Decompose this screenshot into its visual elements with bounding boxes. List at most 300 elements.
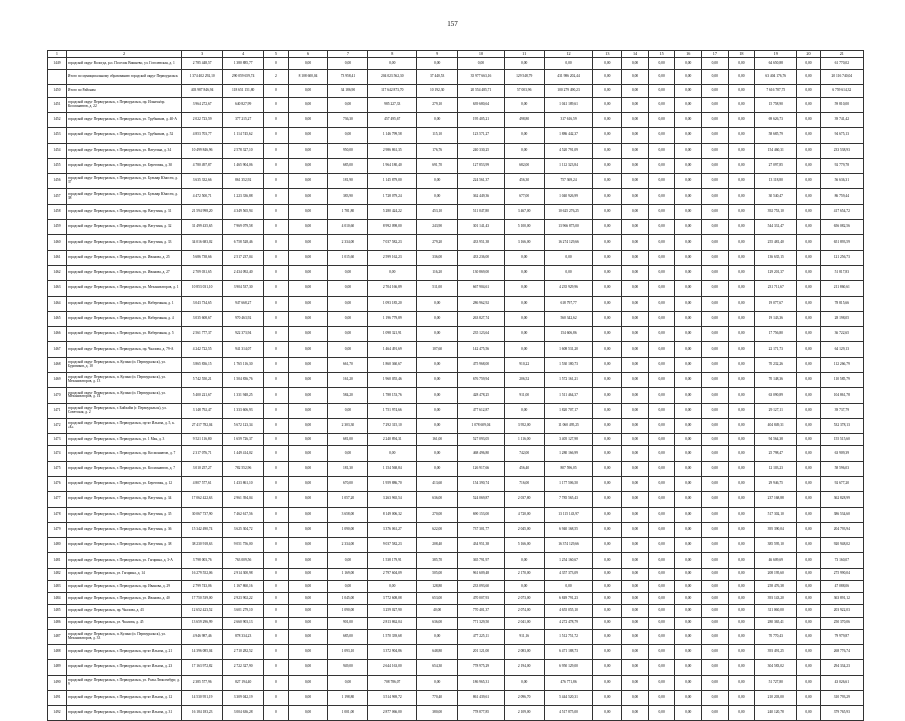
value-cell: 0,00 xyxy=(702,189,729,204)
value-cell: 5 400 221,67 xyxy=(182,388,223,403)
value-cell: 0,00 xyxy=(288,617,328,629)
value-cell: 20 554 485,71 xyxy=(458,85,505,97)
value-cell: 0,00 xyxy=(622,434,649,446)
value-cell: 110 585,79 xyxy=(820,373,863,388)
value-cell: 290 059 659,74 xyxy=(223,70,264,85)
value-cell: 2 704 166,89 xyxy=(368,281,417,296)
row-number-cell: 1460 xyxy=(48,235,67,250)
row-number-cell: 1450 xyxy=(48,85,67,97)
value-cell: 0,00 xyxy=(417,174,458,189)
value-cell: 63 909,39 xyxy=(820,446,863,461)
value-cell: 0,00 xyxy=(728,296,755,311)
value-cell: 901,00 xyxy=(328,617,368,629)
value-cell: 0,00 xyxy=(728,158,755,173)
value-cell: 0,00 xyxy=(593,235,622,250)
value-cell: 0,00 xyxy=(593,553,622,568)
value-cell: 0,00 xyxy=(675,235,702,250)
table-row xyxy=(48,128,864,143)
value-cell: 1 196 779,89 xyxy=(368,311,417,326)
table-row xyxy=(48,327,864,342)
value-cell: 258 476,38 xyxy=(755,580,797,592)
value-cell: 0,00 xyxy=(675,645,702,660)
value-cell: 0,00 xyxy=(675,403,702,418)
table-row xyxy=(48,434,864,446)
column-number-cell: 18 xyxy=(728,51,755,58)
value-cell: 0,00 xyxy=(675,265,702,280)
value-cell: 0,00 xyxy=(288,568,328,580)
value-cell: 362 449,36 xyxy=(458,189,505,204)
value-cell: 0,00 xyxy=(288,189,328,204)
value-cell: 3 658,00 xyxy=(328,507,368,522)
value-cell: 237 168,88 xyxy=(755,492,797,507)
value-cell: 0,00 xyxy=(417,296,458,311)
value-cell: 35 977 663,16 xyxy=(458,70,505,85)
value-cell: 622,00 xyxy=(417,522,458,537)
value-cell: 128,80 xyxy=(417,580,458,592)
value-cell: 532 378,13 xyxy=(820,418,863,433)
value-cell: 393 143,20 xyxy=(755,593,797,605)
table-body xyxy=(48,58,864,721)
value-cell: 0,00 xyxy=(702,675,729,690)
value-cell: 0,00 xyxy=(702,492,729,507)
value-cell: 0,00 xyxy=(622,58,649,70)
value-cell: 0,00 xyxy=(328,553,368,568)
value-cell: 648,80 xyxy=(417,645,458,660)
row-number-cell: 1464 xyxy=(48,296,67,311)
value-cell: 0,00 xyxy=(504,580,544,592)
value-cell: 5 100,00 xyxy=(504,220,544,235)
table-header xyxy=(48,51,864,58)
value-cell: 0,00 xyxy=(797,204,820,219)
address-cell: городской округ Первоуральск, г. Первоуральск, ул. Береговая, д. 12 xyxy=(66,476,181,491)
value-cell: 15 342 490,74 xyxy=(182,522,223,537)
value-cell: 0,00 xyxy=(288,580,328,592)
address-cell: городской округ Первоуральск, г. Первоуральск, пр. Чкалова, д. 79-А xyxy=(66,342,181,357)
value-cell: 0,00 xyxy=(728,250,755,265)
value-cell: 0,00 xyxy=(288,675,328,690)
value-cell: 0,00 xyxy=(593,311,622,326)
value-cell: 0,00 xyxy=(593,660,622,675)
table-row xyxy=(48,97,864,112)
value-cell: 386 534,60 xyxy=(820,507,863,522)
value-cell: 691,70 xyxy=(417,158,458,173)
row-number-cell: 1479 xyxy=(48,522,67,537)
row-number-cell: 1482 xyxy=(48,568,67,580)
value-cell: 86 759,44 xyxy=(820,189,863,204)
value-cell: 1 608 531,20 xyxy=(544,342,593,357)
value-cell: 12 652 423,52 xyxy=(182,605,223,617)
value-cell: 2 073,00 xyxy=(504,593,544,605)
value-cell: 0,00 xyxy=(728,706,755,721)
value-cell: 51 817,83 xyxy=(820,265,863,280)
value-cell: 3 043 734,65 xyxy=(182,296,223,311)
value-cell: 544 331,47 xyxy=(755,220,797,235)
value-cell: 0,00 xyxy=(702,58,729,70)
value-cell: 64 129,13 xyxy=(820,342,863,357)
value-cell: 0,00 xyxy=(648,128,675,143)
value-cell: 0,00 xyxy=(797,418,820,433)
value-cell: 63 090,89 xyxy=(755,388,797,403)
value-cell: 79 979,87 xyxy=(820,629,863,644)
value-cell: 0,00 xyxy=(702,327,729,342)
value-cell: 2 561 777,37 xyxy=(182,327,223,342)
value-cell: 0,00 xyxy=(328,327,368,342)
value-cell: 922 373,94 xyxy=(223,327,264,342)
value-cell: 0,00 xyxy=(622,250,649,265)
value-cell: 0,00 xyxy=(702,143,729,158)
value-cell: 0,00 xyxy=(797,538,820,553)
value-cell: 1 464 491,69 xyxy=(368,342,417,357)
value-cell: 5 166,00 xyxy=(504,538,544,553)
value-cell: 417 654,72 xyxy=(820,204,863,219)
value-cell: 1 572 161,21 xyxy=(544,373,593,388)
value-cell: 1 112 323,84 xyxy=(544,158,593,173)
value-cell: 0,00 xyxy=(702,388,729,403)
value-cell: 0 xyxy=(264,675,288,690)
value-cell: 0,00 xyxy=(675,580,702,592)
value-cell: 716,00 xyxy=(504,476,544,491)
value-cell: 0,00 xyxy=(797,568,820,580)
value-cell: 6 471 188,73 xyxy=(544,645,593,660)
value-cell: 0,00 xyxy=(728,434,755,446)
column-number-cell: 11 xyxy=(504,51,544,58)
value-cell: 0,00 xyxy=(417,388,458,403)
value-cell: 0 xyxy=(264,580,288,592)
row-number-cell: 1477 xyxy=(48,492,67,507)
value-cell: 2 045,00 xyxy=(504,522,544,537)
value-cell: 14 396 085,04 xyxy=(182,645,223,660)
value-cell: 511 047,80 xyxy=(458,204,505,219)
table-row xyxy=(48,706,864,721)
value-cell: 618 797,77 xyxy=(544,296,593,311)
value-cell: 2 961 394,04 xyxy=(223,492,264,507)
row-number-cell: 1486 xyxy=(48,617,67,629)
value-cell: 0,00 xyxy=(675,143,702,158)
value-cell: 0,00 xyxy=(288,660,328,675)
value-cell: 910,22 xyxy=(504,357,544,372)
value-cell: 0,00 xyxy=(648,660,675,675)
value-cell: 0,00 xyxy=(797,507,820,522)
value-cell: 0,00 xyxy=(797,553,820,568)
value-cell: 878 334,23 xyxy=(223,629,264,644)
value-cell: 0 xyxy=(264,568,288,580)
value-cell: 1 530 180,73 xyxy=(544,357,593,372)
value-cell: 0,00 xyxy=(417,327,458,342)
value-cell: 0,00 xyxy=(288,690,328,705)
value-cell: 31 499 435,65 xyxy=(182,220,223,235)
value-cell: 920 948,02 xyxy=(820,538,863,553)
value-cell: 2 022 723,59 xyxy=(182,112,223,127)
value-cell: 0,00 xyxy=(593,128,622,143)
address-cell: городской округ Первоуральск, г. Первоуральск, пр-кт Ильича, д. 5, к. «Б» xyxy=(66,418,181,433)
value-cell: 0,00 xyxy=(797,446,820,461)
table-row xyxy=(48,143,864,158)
value-cell: 363 891,12 xyxy=(820,593,863,605)
table-row xyxy=(48,373,864,388)
address-cell: городской округ Первоуральск, г. Первоуральск, ул. Трубников, д. 40-А xyxy=(66,112,181,127)
value-cell: 0 xyxy=(264,645,288,660)
value-cell: 0 xyxy=(264,492,288,507)
value-cell: 0,00 xyxy=(797,645,820,660)
value-cell: 0,00 xyxy=(797,593,820,605)
table-row xyxy=(48,388,864,403)
value-cell: 0,00 xyxy=(728,568,755,580)
value-cell: 0,00 xyxy=(288,97,328,112)
address-cell: городской округ Первоуральск, г. Первоуральск, пр. Иванова, д. 29 xyxy=(66,580,181,592)
value-cell: 0,00 xyxy=(648,675,675,690)
value-cell: 17 163 972,82 xyxy=(182,660,223,675)
value-cell: 0,00 xyxy=(702,418,729,433)
row-number-cell: 1473 xyxy=(48,434,67,446)
table-row xyxy=(48,580,864,592)
value-cell: 4 235 929,96 xyxy=(544,281,593,296)
value-cell: 0,00 xyxy=(648,112,675,127)
address-cell: городской округ Первоуральск, г. Первоуральск, ул. Иванова, д. 40 xyxy=(66,593,181,605)
value-cell: 0,00 xyxy=(675,174,702,189)
value-cell: 112 266,79 xyxy=(820,357,863,372)
value-cell: 186 965,31 xyxy=(458,675,505,690)
column-number-cell: 16 xyxy=(675,51,702,58)
value-cell: 941 314,07 xyxy=(223,342,264,357)
value-cell: 0,00 xyxy=(368,580,417,592)
table-row xyxy=(48,112,864,127)
value-cell: 0,00 xyxy=(648,311,675,326)
value-cell: 0,00 xyxy=(622,418,649,433)
value-cell: 0,00 xyxy=(648,357,675,372)
table-row xyxy=(48,593,864,605)
value-cell: 0,00 xyxy=(797,112,820,127)
value-cell: 0,00 xyxy=(728,605,755,617)
value-cell: 29 127,11 xyxy=(755,403,797,418)
value-cell: 0,00 xyxy=(328,675,368,690)
table-row xyxy=(48,492,864,507)
value-cell: 2 722 327,90 xyxy=(223,660,264,675)
address-cell: городской округ Первоуральск, п. Кузино (п. Первоуральск), ул. Механизаторов, д. 33 xyxy=(66,629,181,644)
value-cell: 0,00 xyxy=(504,143,544,158)
value-cell: 640 827,99 xyxy=(223,97,264,112)
value-cell: 0,00 xyxy=(797,373,820,388)
row-number-cell: 1470 xyxy=(48,388,67,403)
value-cell: 778 975,29 xyxy=(458,660,505,675)
value-cell: 0,00 xyxy=(648,158,675,173)
value-cell: 2 517 237,04 xyxy=(223,250,264,265)
value-cell: 37 440,53 xyxy=(417,70,458,85)
value-cell: 0,00 xyxy=(593,250,622,265)
value-cell: 29 946,75 xyxy=(755,476,797,491)
value-cell: 0,00 xyxy=(593,342,622,357)
value-cell: 511,00 xyxy=(417,281,458,296)
value-cell: 195 405,21 xyxy=(458,112,505,127)
value-cell: 0 xyxy=(264,281,288,296)
value-cell: 51 727,80 xyxy=(755,675,797,690)
value-cell: 0,00 xyxy=(648,446,675,461)
value-cell: 428 478,25 xyxy=(458,388,505,403)
value-cell: 0,00 xyxy=(593,580,622,592)
value-cell: 0,00 xyxy=(288,538,328,553)
value-cell: 286 962,92 xyxy=(458,296,505,311)
value-cell: 0,00 xyxy=(288,629,328,644)
value-cell: 0,00 xyxy=(797,250,820,265)
value-cell: 0,00 xyxy=(622,476,649,491)
value-cell: 0,00 xyxy=(648,220,675,235)
address-cell: городской округ Первоуральск, г. Первоуральск, ул. Механизаторов, д. 1 xyxy=(66,281,181,296)
value-cell: 0,00 xyxy=(675,629,702,644)
value-cell: 0 xyxy=(264,58,288,70)
value-cell: 0,00 xyxy=(728,311,755,326)
value-cell: 38 230 918,63 xyxy=(182,538,223,553)
value-cell: 6 759 614,32 xyxy=(820,85,863,97)
address-cell: городской округ Первоуральск, г. Первоуральск, ул. Береговая, д. 30 xyxy=(66,158,181,173)
value-cell: 1 511 464,37 xyxy=(544,388,593,403)
value-cell: 5 444 520,31 xyxy=(544,690,593,705)
value-cell: 1 093 185,20 xyxy=(368,296,417,311)
value-cell: 0,00 xyxy=(648,388,675,403)
value-cell: 0,00 xyxy=(288,128,328,143)
value-cell: 0 xyxy=(264,265,288,280)
value-cell: 0,00 xyxy=(288,342,328,357)
value-cell: 0,00 xyxy=(675,58,702,70)
value-cell: 64 650,88 xyxy=(755,58,797,70)
value-cell: 0,00 xyxy=(728,675,755,690)
value-cell: 498,80 xyxy=(504,112,544,127)
value-cell: 0,00 xyxy=(797,605,820,617)
value-cell: 0,00 xyxy=(288,593,328,605)
value-cell: 3 601 279,10 xyxy=(223,605,264,617)
value-cell: 181,30 xyxy=(328,461,368,476)
value-cell: 8 108 600,04 xyxy=(288,70,328,85)
value-cell: 0,00 xyxy=(504,265,544,280)
value-cell: 0,00 xyxy=(797,220,820,235)
value-cell: 311 060,00 xyxy=(755,605,797,617)
table-row xyxy=(48,357,864,372)
row-number-cell: 1465 xyxy=(48,311,67,326)
value-cell: 0,00 xyxy=(702,476,729,491)
value-cell: 0,00 xyxy=(593,476,622,491)
value-cell: 0,00 xyxy=(328,403,368,418)
value-cell: 708 786,07 xyxy=(368,675,417,690)
value-cell: 0,00 xyxy=(797,174,820,189)
value-cell: 0,00 xyxy=(593,522,622,537)
value-cell: 0,00 xyxy=(702,311,729,326)
table-row xyxy=(48,85,864,97)
value-cell: 0,00 xyxy=(288,112,328,127)
value-cell: 0,00 xyxy=(288,403,328,418)
value-cell: 0,00 xyxy=(328,97,368,112)
value-cell: 0,00 xyxy=(728,265,755,280)
value-cell: 0,00 xyxy=(288,476,328,491)
value-cell: 0,00 xyxy=(702,580,729,592)
value-cell: 0,00 xyxy=(288,235,328,250)
value-cell: 203 922,03 xyxy=(820,605,863,617)
value-cell: 0,00 xyxy=(675,660,702,675)
value-cell: 181,90 xyxy=(328,174,368,189)
value-cell: 0,00 xyxy=(702,706,729,721)
value-cell: 0,00 xyxy=(728,112,755,127)
value-cell: 0,00 xyxy=(648,235,675,250)
address-cell: городской округ Первоуральск, г. Первоуральск, ул. Набережная, д. 5 xyxy=(66,327,181,342)
value-cell: 280 365,41 xyxy=(755,617,797,629)
value-cell: 0,00 xyxy=(288,605,328,617)
address-cell: городской округ Первоуральск, г. Первоуральск, пр. Ильича/пр. Космонавтов, д. 22 xyxy=(66,97,181,112)
value-cell: 661,70 xyxy=(328,357,368,372)
value-cell: 0,00 xyxy=(593,158,622,173)
value-cell: 9 037 582,23 xyxy=(368,538,417,553)
value-cell: 0,00 xyxy=(648,97,675,112)
row-number-cell: 1449 xyxy=(48,58,67,70)
value-cell: 3 263 965,54 xyxy=(368,492,417,507)
value-cell: 3 010 257,27 xyxy=(182,461,223,476)
value-cell: 34 016 683,02 xyxy=(182,235,223,250)
value-cell: 5 686 738,66 xyxy=(182,250,223,265)
value-cell: 0,00 xyxy=(648,418,675,433)
value-cell: 0,00 xyxy=(288,418,328,433)
value-cell: 676 759,94 xyxy=(458,373,505,388)
value-cell: 0,00 xyxy=(622,281,649,296)
value-cell: 0,00 xyxy=(648,522,675,537)
value-cell: 0,00 xyxy=(797,235,820,250)
value-cell: 1 765 116,30 xyxy=(223,357,264,372)
value-cell: 0,00 xyxy=(288,645,328,660)
value-cell: 2 096,70 xyxy=(504,690,544,705)
value-cell: 1 960 055,46 xyxy=(368,373,417,388)
value-cell: 2 710 282,52 xyxy=(223,645,264,660)
column-number-cell: 1 xyxy=(48,51,67,58)
row-number-cell: 1462 xyxy=(48,265,67,280)
address-cell: городской округ Первоуральск, ул. Гагарина, д. 14 xyxy=(66,568,181,580)
value-cell: 0,00 xyxy=(622,357,649,372)
value-cell: 154 460,31 xyxy=(755,143,797,158)
value-cell: 9 051 756,00 xyxy=(223,538,264,553)
value-cell: 911,16 xyxy=(504,629,544,644)
value-cell: 0,00 xyxy=(328,265,368,280)
value-cell: 0,00 xyxy=(622,373,649,388)
value-cell: 0,00 xyxy=(702,403,729,418)
value-cell: 3 372 904,86 xyxy=(368,645,417,660)
value-cell: 0,00 xyxy=(797,690,820,705)
value-cell: 0 xyxy=(264,296,288,311)
value-cell: 667 904,61 xyxy=(458,281,505,296)
value-cell: 0,00 xyxy=(675,522,702,537)
value-cell: 14 530 951,19 xyxy=(182,690,223,705)
value-cell: 255 481,40 xyxy=(755,235,797,250)
value-cell: 0,00 xyxy=(702,250,729,265)
value-cell: 1 333 606,93 xyxy=(223,403,264,418)
value-cell: 0,00 xyxy=(288,158,328,173)
value-cell: 1 959 886,70 xyxy=(368,476,417,491)
address-cell: городской округ Первоуральск, г. Первоуральск, пр. Ватутина, д. 32 xyxy=(66,220,181,235)
address-cell: городской округ Первоуральск, г. Первоуральск, ул. Бульвар Юности, д. 38 xyxy=(66,189,181,204)
row-number-cell: 1484 xyxy=(48,593,67,605)
value-cell: 0,00 xyxy=(622,97,649,112)
value-cell: 3 405 127,98 xyxy=(544,434,593,446)
value-cell: 0,00 xyxy=(702,174,729,189)
value-cell: 0,00 xyxy=(417,418,458,433)
value-cell: 0,00 xyxy=(622,342,649,357)
value-cell: 0,00 xyxy=(593,281,622,296)
value-cell: 0,00 xyxy=(593,434,622,446)
value-cell: 1 146 799,58 xyxy=(368,128,417,143)
value-cell: 70 148,36 xyxy=(755,373,797,388)
row-number-cell: 1468 xyxy=(48,357,67,372)
value-cell: 28 198,05 xyxy=(820,311,863,326)
value-cell: 1 374 402 292,10 xyxy=(182,70,223,85)
value-cell: 301 141,43 xyxy=(458,220,505,235)
value-cell: 0,00 xyxy=(622,617,649,629)
value-cell: 0,00 xyxy=(458,58,505,70)
value-cell: 304 583,02 xyxy=(755,660,797,675)
column-number-cell: 14 xyxy=(622,51,649,58)
value-cell: 10 625 276,25 xyxy=(544,204,593,219)
